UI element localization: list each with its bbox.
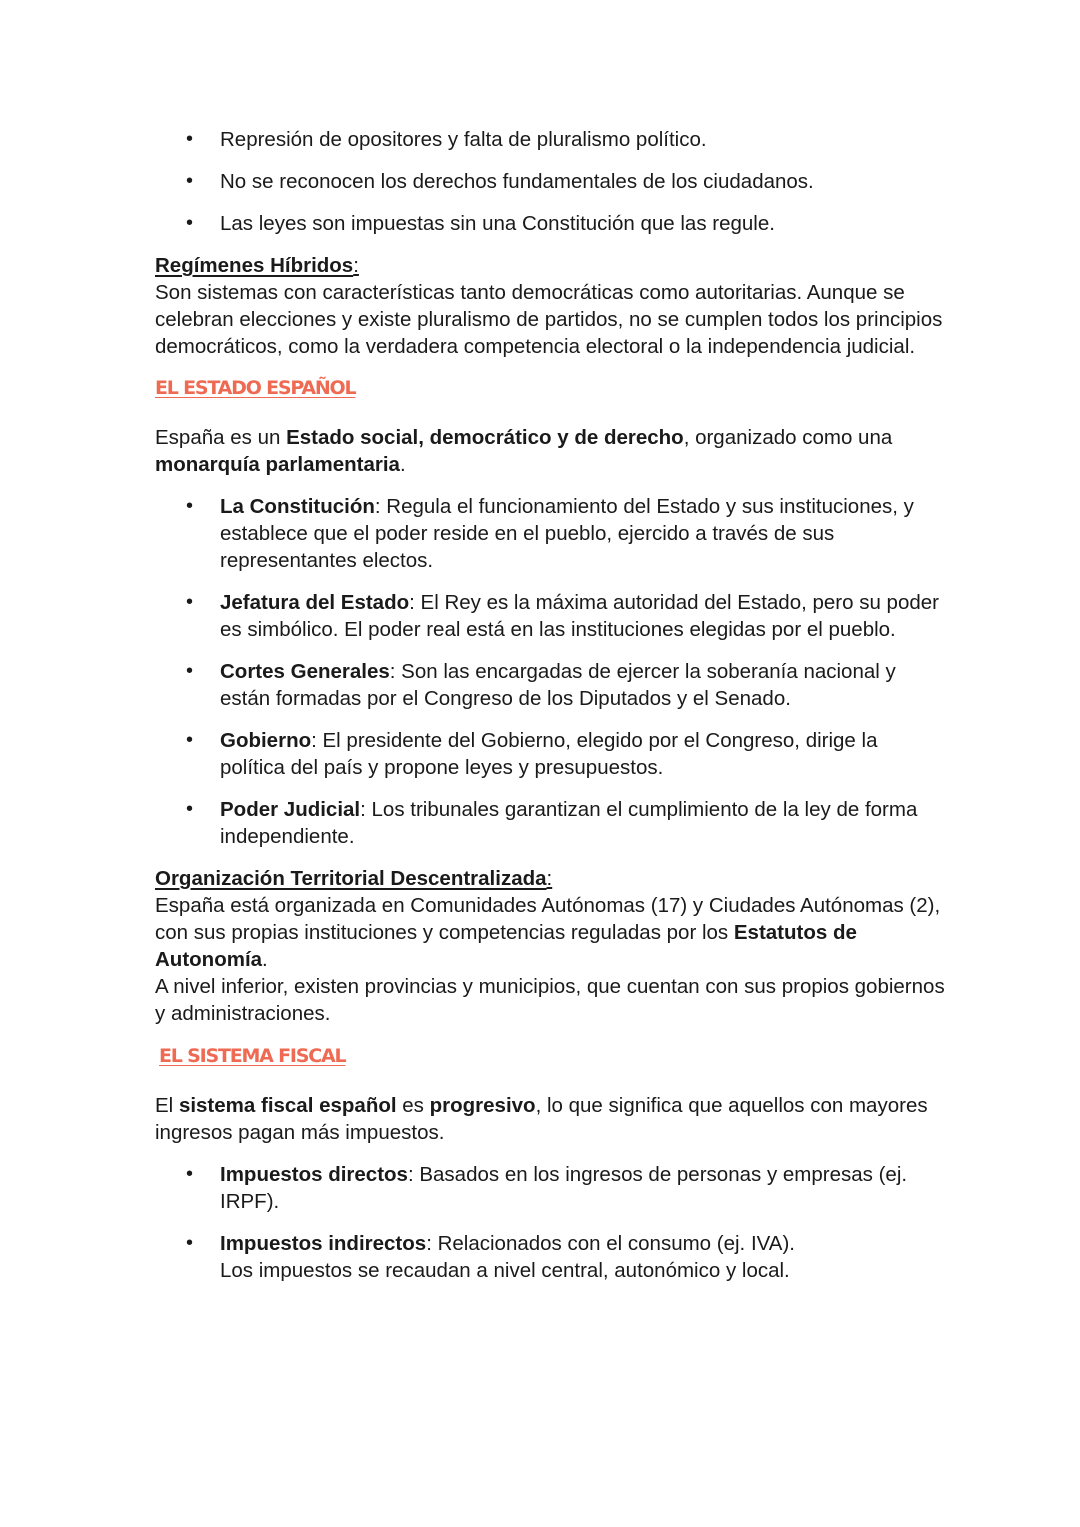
list-item: • Poder Judicial: Los tribunales garantizan el cumplimiento de la ley de forma independiente. bbox=[155, 796, 945, 850]
list-item: • Jefatura del Estado: El Rey es la máxima autoridad del Estado, pero su poder es simbólico. El poder real está en las instituciones elegidas por el pueblo. bbox=[155, 589, 945, 643]
section-heading-estado: EL ESTADO ESPAÑOL bbox=[155, 377, 356, 399]
paragraph-fiscal-intro: El sistema fiscal español es progresivo, lo que significa que aquellos con mayores ingresos pagan más impuestos. bbox=[155, 1094, 928, 1144]
bullet-list-fiscal bbox=[155, 1161, 945, 1284]
paragraph-territorial-inferior: A nivel inferior, existen provincias y municipios, que cuentan con sus propios gobiernos y administraciones. bbox=[155, 975, 945, 1025]
bullet-list-estado bbox=[155, 493, 945, 850]
paragraph-territorial: España está organizada en Comunidades Autónomas (17) y Ciudades Autónomas (2), con sus propias instituciones y competencias reguladas por los Estatutos de Autonomía. bbox=[155, 894, 941, 971]
document-page bbox=[155, 126, 945, 1284]
list-item: • No se reconocen los derechos fundamentales de los ciudadanos. bbox=[155, 168, 945, 195]
list-item: • Las leyes son impuestas sin una Constitución que las regule. bbox=[155, 210, 945, 237]
bullet-list-autoritarios bbox=[155, 126, 945, 237]
paragraph-estado-intro: España es un Estado social, democrático y de derecho, organizado como una monarquía parlamentaria. bbox=[155, 426, 893, 476]
section-heading-fiscal: EL SISTEMA FISCAL bbox=[159, 1045, 346, 1067]
list-item: • Impuestos indirectos: Relacionados con el consumo (ej. IVA). Los impuestos se recaudan a nivel central, autonómico y local. bbox=[155, 1230, 945, 1284]
list-item: • Represión de opositores y falta de pluralismo político. bbox=[155, 126, 945, 153]
list-item: • La Constitución: Regula el funcionamiento del Estado y sus instituciones, y establece que el poder reside en el pueblo, ejercido a través de sus representantes electos. bbox=[155, 493, 945, 574]
subheading-regimenes-hibridos: Regímenes Híbridos: bbox=[155, 254, 359, 277]
list-item: • Cortes Generales: Son las encargadas de ejercer la soberanía nacional y están formadas por el Congreso de los Diputados y el Senado. bbox=[155, 658, 945, 712]
list-item: • Impuestos directos: Basados en los ingresos de personas y empresas (ej. IRPF). bbox=[155, 1161, 945, 1215]
fiscal-closing: Los impuestos se recaudan a nivel central, autonómico y local. bbox=[220, 1259, 790, 1282]
paragraph-hibridos: Son sistemas con características tanto democráticas como autoritarias. Aunque se celebran elecciones y existe pluralismo de partidos, no se cumplen todos los principios democráticos, como la verdadera competencia electoral o la independencia judicial. bbox=[155, 281, 943, 358]
subheading-organizacion-territorial: Organización Territorial Descentralizada: bbox=[155, 867, 553, 890]
list-item: • Gobierno: El presidente del Gobierno, elegido por el Congreso, dirige la política del país y propone leyes y presupuestos. bbox=[155, 727, 945, 781]
